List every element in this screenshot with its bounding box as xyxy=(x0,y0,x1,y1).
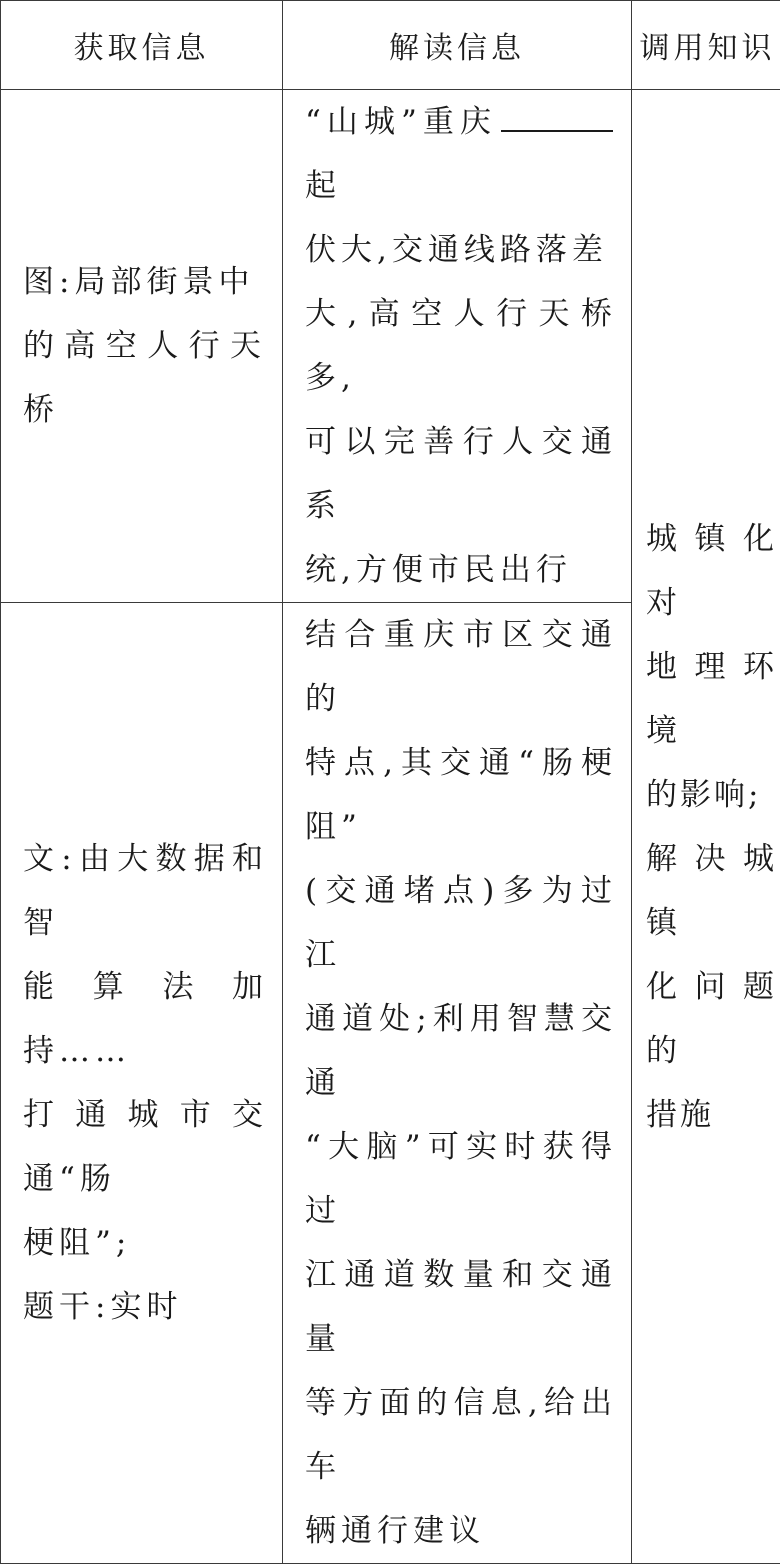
fill-in-blank xyxy=(501,96,613,132)
text-line: 结合重庆市区交通的 xyxy=(305,603,617,731)
cell-knowledge xyxy=(632,90,780,1564)
text-line: (交通堵点)多为过江 xyxy=(305,859,617,987)
text-line: 措施 xyxy=(646,1083,777,1147)
text-line: 的影响; xyxy=(646,763,777,827)
text-line: 统,方便市民出行 xyxy=(305,538,617,602)
header-interpret-info: 解读信息 xyxy=(283,1,632,90)
text-line: 解决城镇 xyxy=(646,827,777,955)
text-line: 的高空人行天桥 xyxy=(23,314,266,442)
text-line: 等方面的信息,给出车 xyxy=(305,1371,617,1499)
text-line-with-blank xyxy=(305,90,617,218)
text-line: 城镇化对 xyxy=(646,507,777,635)
text-line: 江通道数量和交通量 xyxy=(305,1243,617,1371)
text-line: 伏大,交通线路落差 xyxy=(305,218,617,282)
cell-interpret-2 xyxy=(283,603,632,1564)
text-line: “大脑”可实时获得过 xyxy=(305,1115,617,1243)
cell-interpret-1 xyxy=(283,90,632,603)
text-line: 大,高空人行天桥多, xyxy=(305,282,617,410)
text-line: 地理环境 xyxy=(646,635,777,763)
header-knowledge: 调用知识 xyxy=(632,1,780,90)
text-line: 文:由大数据和智 xyxy=(23,827,268,955)
cell-get-info-1 xyxy=(1,90,283,603)
text-line: 辆通行建议 xyxy=(305,1499,617,1563)
cell-get-info-2 xyxy=(1,603,283,1564)
text-line: 打通城市交通“肠 xyxy=(23,1083,268,1211)
text-fragment: “山城”重庆 xyxy=(305,104,497,140)
text-line: 化问题的 xyxy=(646,955,777,1083)
text-fragment: 起 xyxy=(305,168,341,204)
table-row xyxy=(1,90,780,603)
text-line: 能算法加持…… xyxy=(23,955,268,1083)
text-line: 图:局部街景中 xyxy=(23,250,266,314)
text-line: 可以完善行人交通系 xyxy=(305,410,617,538)
text-line: 特点,其交通“肠梗阻” xyxy=(305,731,617,859)
text-line: 通道处;利用智慧交通 xyxy=(305,987,617,1115)
text-line: 题干:实时 xyxy=(23,1275,268,1339)
header-row xyxy=(1,1,780,90)
header-get-info: 获取信息 xyxy=(1,1,283,90)
text-line: 梗阻”; xyxy=(23,1211,268,1275)
